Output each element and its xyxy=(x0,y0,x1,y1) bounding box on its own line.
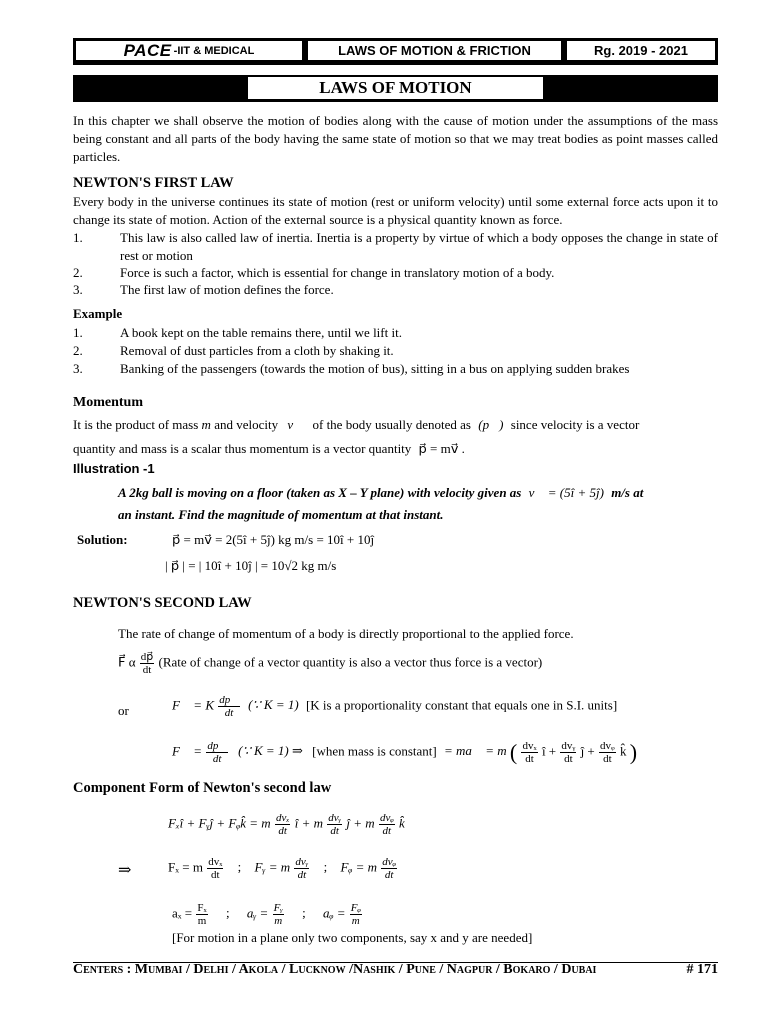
fraction xyxy=(379,812,395,837)
page-title: LAWS OF MOTION xyxy=(248,77,543,99)
example-point xyxy=(73,360,718,378)
denominator: dt xyxy=(564,753,573,765)
fraction xyxy=(206,740,228,765)
unit-j: ĵ + xyxy=(580,743,595,759)
point-number: 1. xyxy=(73,230,83,245)
separator: ; xyxy=(237,859,242,875)
fraction xyxy=(196,902,207,927)
fraction xyxy=(599,740,616,765)
fraction xyxy=(207,856,223,881)
illustration-question-line-1 xyxy=(118,484,718,502)
batch-label: Rg. 2019 - 2021 xyxy=(567,41,715,60)
example-point xyxy=(73,342,718,360)
force-components xyxy=(168,856,398,881)
fraction xyxy=(521,740,537,765)
text: and velocity xyxy=(214,417,279,432)
first-law-point xyxy=(73,229,718,265)
denominator: dt xyxy=(603,753,612,765)
condition: (∵ K = 1) xyxy=(248,697,299,713)
numerator: dp⃗ xyxy=(140,651,154,663)
unit-k: k̂ xyxy=(398,815,405,831)
ax-lhs: aₓ = xyxy=(172,905,193,921)
illustration-question-line-2: an instant. Find the magnitude of momentum at that instant. xyxy=(118,507,444,522)
symbol-p: (p⃗) xyxy=(478,417,504,432)
point-text: This law is also called law of inertia. Inertia is a property by virtue of which a body opposes the change in state of rest or motion xyxy=(120,230,718,263)
momentum-line-1 xyxy=(73,416,718,434)
denominator: dt xyxy=(212,753,222,765)
header-bar xyxy=(73,38,718,65)
separator: ; xyxy=(225,905,230,921)
denominator: dt xyxy=(211,869,220,881)
mass: m xyxy=(365,815,375,831)
numerator: dvₓ xyxy=(208,856,223,868)
denominator: dt xyxy=(525,753,534,765)
velocity-equation: v⃗ = (5î + 5ĵ) xyxy=(528,485,604,500)
denominator: dt xyxy=(278,825,287,837)
fraction xyxy=(294,856,309,881)
first-law-heading: NEWTON'S FIRST LAW xyxy=(73,175,234,191)
denominator: m xyxy=(197,915,207,927)
chapter-title: LAWS OF MOTION & FRICTION xyxy=(308,41,561,60)
fx-lhs: Fₓ = m xyxy=(168,859,203,875)
first-law-text: Every body in the universe continues its state of motion (rest or uniform velocity) until some external force acts upon it to change its state of motion. Action of the external source is a physical quantity known as force. xyxy=(73,194,718,227)
text: m/s at xyxy=(611,485,644,500)
denominator: dt xyxy=(382,825,392,837)
solution-label: Solution: xyxy=(77,532,128,547)
separator: ; xyxy=(323,859,328,875)
denominator: dt xyxy=(142,664,152,676)
point-number: 2. xyxy=(73,265,83,280)
point-text: The first law of motion defines the force. xyxy=(120,282,334,297)
momentum-line-2 xyxy=(73,440,718,458)
unit-k: k̂ xyxy=(619,743,627,759)
momentum-heading: Momentum xyxy=(73,395,143,410)
logo xyxy=(76,41,302,60)
fraction xyxy=(381,856,397,881)
point-text: Removal of dust particles from a cloth by shaking it. xyxy=(120,343,394,358)
point-text: Force is such a factor, which is essential for change in translatory motion of a body. xyxy=(120,265,555,280)
text: quantity and mass is a scalar thus momentum is a vector quantity xyxy=(73,441,412,456)
unit-j: ĵ + xyxy=(346,815,363,831)
logo-main: PACE xyxy=(123,40,172,60)
denominator: dt xyxy=(384,869,394,881)
mass: m xyxy=(313,815,323,831)
text: of the body usually denoted as xyxy=(312,417,471,432)
title-bar xyxy=(73,75,718,102)
symbol-m: m xyxy=(201,417,211,432)
illustration-heading: Illustration -1 xyxy=(73,461,155,476)
text: A 2kg ball is moving on a floor (taken as X – Y plane) with velocity given as xyxy=(118,485,522,500)
or-label: or xyxy=(118,703,129,718)
numerator: dp⃗ xyxy=(219,694,239,706)
centers-list: Centers : Mumbai / Delhi / Akola / Lucknow /Nashik / Pune / Nagpur / Bokaro / Dubai xyxy=(73,962,597,977)
lhs: F⃗ = K xyxy=(172,697,214,713)
component-heading: Component Form of Newton's second law xyxy=(73,780,332,796)
logo-sub: -IIT & MEDICAL xyxy=(173,44,255,57)
point-text: Banking of the passengers (towards the motion of bus), sitting in a bus on applying sudden brakes xyxy=(120,361,630,376)
text: since velocity is a vector xyxy=(510,417,640,432)
second-law-text: The rate of change of momentum of a body is directly proportional to the applied force. xyxy=(118,626,574,641)
numerator: dvᵩ xyxy=(379,812,394,824)
note: (Rate of change of a vector quantity is also a vector thus force is a vector) xyxy=(158,654,543,670)
point-number: 3. xyxy=(73,361,83,376)
proportional-equation xyxy=(118,651,542,676)
ay-lhs: aᵧ = xyxy=(246,905,269,921)
k-equation xyxy=(172,694,617,719)
numerator: Fₓ xyxy=(197,902,207,914)
numerator: dvᵩ xyxy=(382,856,397,868)
fraction xyxy=(327,812,342,837)
point-number: 2. xyxy=(73,343,83,358)
lhs: F⃗ α xyxy=(118,654,136,670)
component-equation xyxy=(168,812,405,837)
fraction xyxy=(218,694,240,719)
numerator: dvᵧ xyxy=(328,812,342,824)
condition: (∵ K = 1) ⇒ xyxy=(238,743,303,759)
momentum-equation: p⃗ = mv⃗ . xyxy=(418,441,465,456)
mass-constant-equation: F⃗ = $\frac{dp⃗}{dt}$ (∵ K = 1) ⇒ [when mass is constant] = ma⃗ = m ( $\frac{\text{dvₓ}}{dt}$ î + $\frac{\text{dvᵧ}}{dt}$ ĵ + $\frac{\text{dvᵩ}}{dt}$ k̂ ) xyxy=(172,739,638,765)
intro-paragraph: In this chapter we shall observe the motion of bodies along with the cause of motion under the assumptions of the mass being constant and all parts of the body having the same state of motion so that we may treat bodies as point masses called particles. xyxy=(73,113,718,164)
unit-i: î + xyxy=(541,743,557,759)
solution-line-1: p⃗ = mv⃗ = 2(5î + 5ĵ) kg m/s = 10î + 10ĵ xyxy=(172,532,375,547)
footer xyxy=(73,962,718,978)
text: It is the product of mass xyxy=(73,417,199,432)
rhs: = ma⃗ = m xyxy=(443,743,507,759)
first-law-point xyxy=(73,264,718,282)
example-heading: Example xyxy=(73,306,123,321)
symbol-v: v⃗ xyxy=(287,417,304,432)
numerator: Fᵩ xyxy=(350,902,361,914)
first-law-point xyxy=(73,281,718,299)
numerator: dvₓ xyxy=(275,812,290,824)
note: [when mass is constant] xyxy=(312,743,437,759)
note: [K is a proportionality constant that equals one in S.I. units] xyxy=(305,697,618,713)
second-law-heading: NEWTON'S SECOND LAW xyxy=(73,595,252,611)
implies-arrow: ⇒ xyxy=(118,862,132,879)
numerator: dvᵩ xyxy=(600,740,615,752)
denominator: m xyxy=(274,915,283,927)
numerator: dvᵧ xyxy=(295,856,309,868)
fraction xyxy=(140,651,154,676)
solution-line-2: | p⃗ | = | 10î + 10ĵ | = 10√2 kg m/s xyxy=(165,558,337,573)
fy-lhs: Fᵧ = m xyxy=(254,859,291,875)
numerator: dvᵧ xyxy=(561,740,576,752)
fraction xyxy=(275,812,291,837)
point-number: 1. xyxy=(73,325,83,340)
point-number: 3. xyxy=(73,282,83,297)
unit-i: î + xyxy=(294,815,311,831)
denominator: dt xyxy=(330,825,339,837)
plane-note: [For motion in a plane only two components, say x and y are needed] xyxy=(172,930,533,945)
az-lhs: aᵩ = xyxy=(322,905,346,921)
fraction xyxy=(350,902,362,927)
denominator: dt xyxy=(297,869,307,881)
lhs: Fₓî + Fᵧĵ + Fᵩk̂ = m xyxy=(168,815,271,831)
example-point xyxy=(73,324,718,342)
fraction xyxy=(273,902,284,927)
point-text: A book kept on the table remains there, until we lift it. xyxy=(120,325,402,340)
fraction xyxy=(560,740,576,765)
numerator: dp⃗ xyxy=(207,740,227,752)
denominator: dt xyxy=(224,707,234,719)
lhs: F⃗ = xyxy=(172,743,203,759)
numerator: Fᵧ xyxy=(273,902,283,914)
separator: ; xyxy=(302,905,306,921)
acceleration-components xyxy=(172,902,363,927)
denominator: m xyxy=(351,915,360,927)
page-number: # 171 xyxy=(686,962,718,977)
numerator: dvₓ xyxy=(522,740,537,752)
fz-lhs: Fᵩ = m xyxy=(340,859,378,875)
